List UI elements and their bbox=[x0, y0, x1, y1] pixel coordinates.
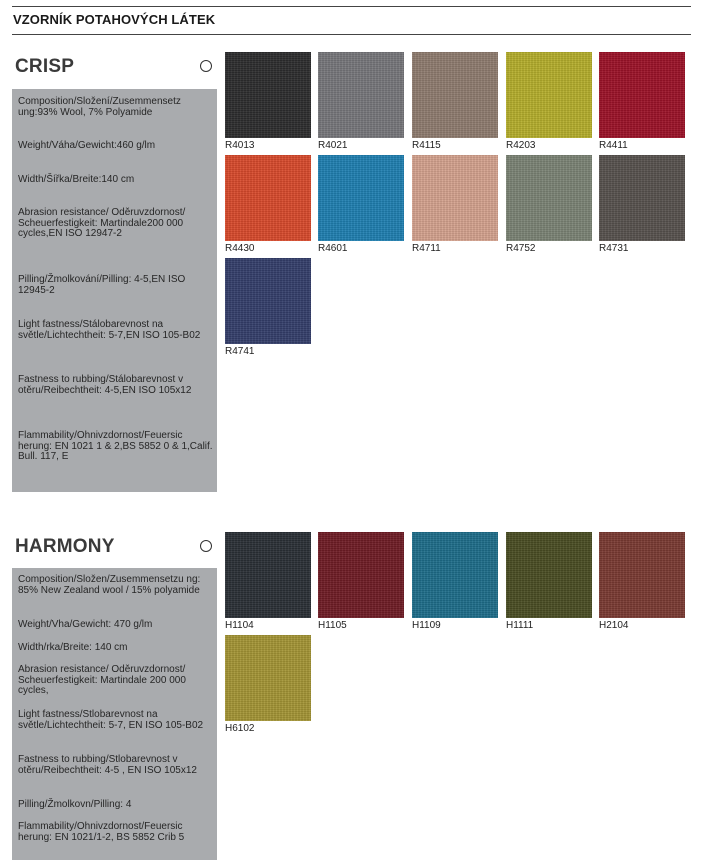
fabric-swatch[interactable] bbox=[599, 52, 685, 138]
swatch-code: R4752 bbox=[506, 243, 536, 254]
fabric-name-harmony: HARMONY bbox=[15, 536, 115, 557]
swatch-H2104[interactable] bbox=[599, 532, 685, 632]
select-radio-harmony[interactable] bbox=[200, 540, 212, 552]
swatch-R4731[interactable] bbox=[599, 155, 685, 255]
spec-composition: Composition/Složení/Zusemmensetz ung:93% Wool, 7% Polyamide bbox=[18, 96, 181, 118]
swatch-R4021[interactable] bbox=[318, 52, 404, 152]
swatch-code: H1104 bbox=[225, 620, 254, 631]
spec-light-fastness: Light fastness/Stálobarevnost na světle/Lichtechtheit: 5-7,EN ISO 105-B02 bbox=[18, 319, 201, 341]
spec-flammability: Flammability/Ohnivzdornost/Feuersic herung: EN 1021 1 & 2,BS 5852 0 & 1,Calif. Bull. 117, E bbox=[18, 430, 213, 462]
spec-abrasion: Abrasion resistance/ Oděruvzdornost/ Scheuerfestigkeit: Martindale 200 000 cycles, bbox=[18, 664, 186, 696]
swatch-code: H6102 bbox=[225, 723, 255, 734]
fabric-swatch[interactable] bbox=[318, 155, 404, 241]
fabric-swatch[interactable] bbox=[506, 532, 592, 618]
swatch-code: H1105 bbox=[318, 620, 347, 631]
spec-width: Width/rka/Breite: 140 cm bbox=[18, 642, 128, 653]
spec-panel-harmony bbox=[12, 568, 217, 860]
swatch-code: R4021 bbox=[318, 140, 348, 151]
swatch-H1109[interactable] bbox=[412, 532, 498, 632]
fabric-swatch[interactable] bbox=[225, 52, 311, 138]
swatch-code: R4731 bbox=[599, 243, 629, 254]
spec-pilling: Pilling/Žmolkovn/Pilling: 4 bbox=[18, 799, 132, 810]
spec-flammability: Flammability/Ohnivzdornost/Feuersic herung: EN 1021/1-2, BS 5852 Crib 5 bbox=[18, 821, 185, 843]
spec-light-fastness: Light fastness/Stlobarevnost na světle/Lichtechtheit: 5-7, EN ISO 105-B02 bbox=[18, 709, 204, 731]
swatch-code: R4411 bbox=[599, 140, 628, 151]
fabric-swatch[interactable] bbox=[225, 635, 311, 721]
swatch-R4013[interactable] bbox=[225, 52, 311, 152]
swatch-R4741[interactable] bbox=[225, 258, 311, 358]
fabric-swatch[interactable] bbox=[599, 532, 685, 618]
swatch-R4203[interactable] bbox=[506, 52, 592, 152]
swatch-H1105[interactable] bbox=[318, 532, 404, 632]
swatch-code: R4430 bbox=[225, 243, 255, 254]
swatch-R4601[interactable] bbox=[318, 155, 404, 255]
swatch-code: R4711 bbox=[412, 243, 441, 254]
swatch-R4411[interactable] bbox=[599, 52, 685, 152]
spec-abrasion: Abrasion resistance/ Oděruvzdornost/ Scheuerfestigkeit: Martindale200 000 cycles,EN ISO 12947-2 bbox=[18, 207, 186, 239]
spec-width: Width/Šířka/Breite:140 cm bbox=[18, 174, 135, 185]
fabric-swatch[interactable] bbox=[412, 155, 498, 241]
spec-weight: Weight/Váha/Gewicht:460 g/lm bbox=[18, 140, 156, 151]
swatch-R4711[interactable] bbox=[412, 155, 498, 255]
swatch-H1111[interactable] bbox=[506, 532, 592, 632]
swatch-code: R4203 bbox=[506, 140, 536, 151]
fabric-swatch[interactable] bbox=[506, 52, 592, 138]
swatch-code: R4601 bbox=[318, 243, 348, 254]
spec-rubbing: Fastness to rubbing/Stálobarevnost v otěru/Reibechtheit: 4-5,EN ISO 105x12 bbox=[18, 374, 192, 396]
swatch-code: R4013 bbox=[225, 140, 255, 151]
fabric-swatch[interactable] bbox=[506, 155, 592, 241]
spec-composition: Composition/Složen/Zusemmensetzu ng: 85% New Zealand wool / 15% polyamide bbox=[18, 574, 201, 596]
spec-rubbing: Fastness to rubbing/Stlobarevnost v otěru/Reibechtheit: 4-5 , EN ISO 105x12 bbox=[18, 754, 197, 776]
swatch-code: H1109 bbox=[412, 620, 441, 631]
fabric-swatch[interactable] bbox=[225, 532, 311, 618]
swatch-H6102[interactable] bbox=[225, 635, 311, 735]
fabric-swatch[interactable] bbox=[225, 155, 311, 241]
spec-panel-crisp bbox=[12, 89, 217, 492]
swatch-R4430[interactable] bbox=[225, 155, 311, 255]
fabric-swatch[interactable] bbox=[318, 52, 404, 138]
swatch-code: H1111 bbox=[506, 620, 534, 631]
swatch-code: H2104 bbox=[599, 620, 629, 631]
top-rule bbox=[12, 6, 691, 7]
swatch-R4115[interactable] bbox=[412, 52, 498, 152]
swatch-R4752[interactable] bbox=[506, 155, 592, 255]
fabric-swatch[interactable] bbox=[599, 155, 685, 241]
fabric-name-crisp: CRISP bbox=[15, 56, 75, 77]
swatch-H1104[interactable] bbox=[225, 532, 311, 632]
fabric-swatch[interactable] bbox=[225, 258, 311, 344]
fabric-swatch[interactable] bbox=[318, 532, 404, 618]
select-radio-crisp[interactable] bbox=[200, 60, 212, 72]
swatch-code: R4115 bbox=[412, 140, 441, 151]
spec-weight: Weight/Vha/Gewicht: 470 g/lm bbox=[18, 619, 153, 630]
fabric-swatch[interactable] bbox=[412, 532, 498, 618]
fabric-swatch[interactable] bbox=[412, 52, 498, 138]
title-underline bbox=[12, 34, 691, 35]
swatch-code: R4741 bbox=[225, 346, 255, 357]
spec-pilling: Pilling/Žmolkování/Pilling: 4-5,EN ISO 12945-2 bbox=[18, 274, 186, 296]
page-title: VZORNÍK POTAHOVÝCH LÁTEK bbox=[13, 12, 216, 27]
